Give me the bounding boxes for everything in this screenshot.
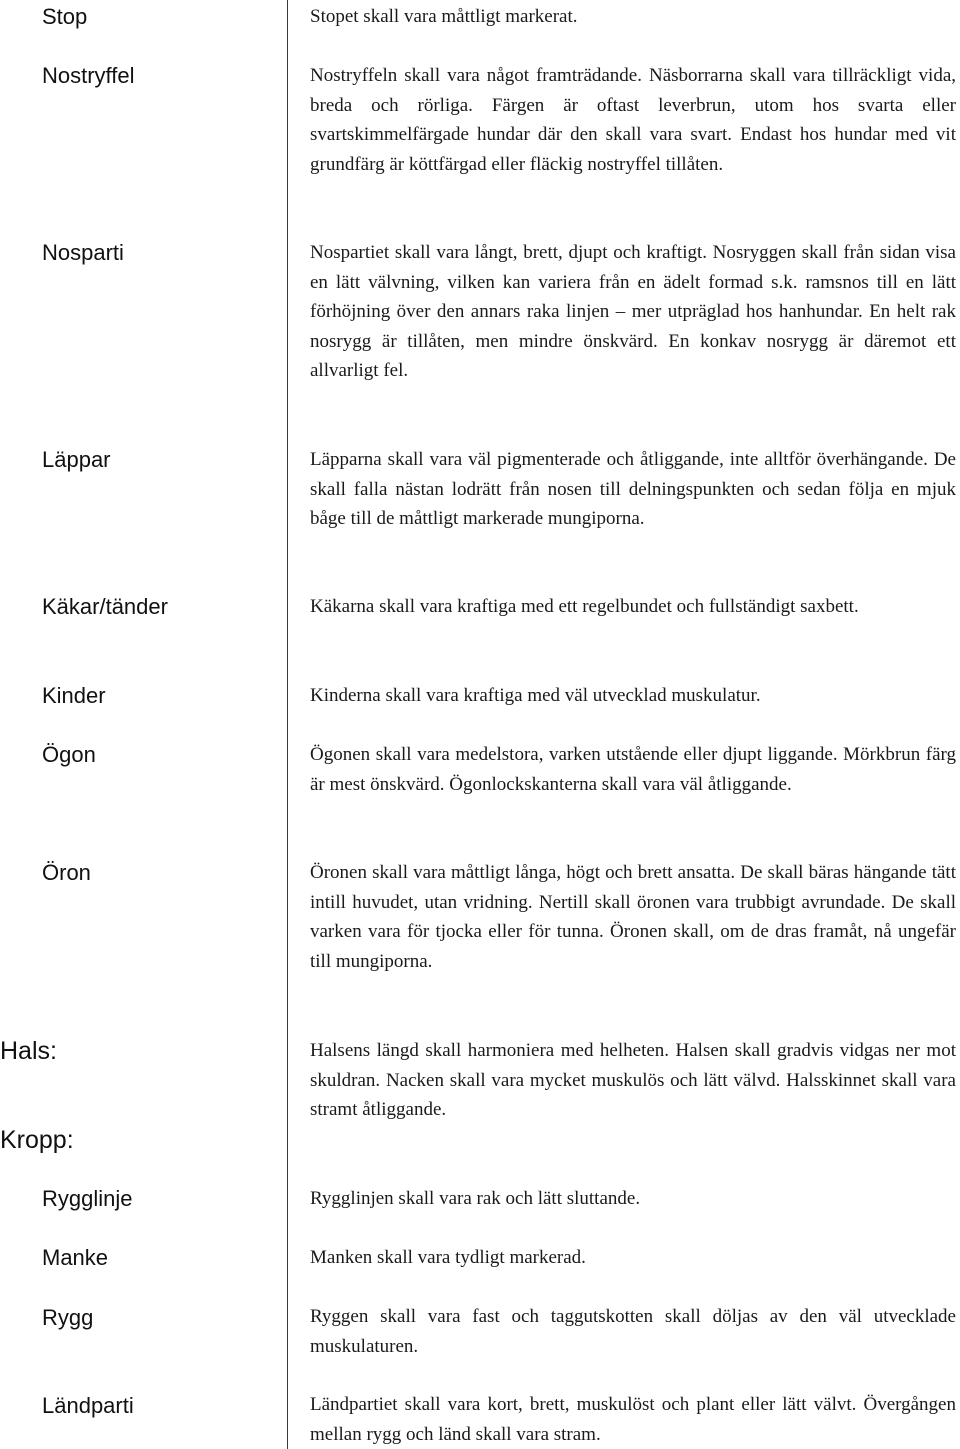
- definition-landparti: Ländpartiet skall vara kort, brett, muskulöst och plant eller lätt välvt. Övergången mellan rygg och länd skall vara stram.: [310, 1394, 956, 1445]
- definition-rygglinje: Rygglinjen skall vara rak och lätt sluttande.: [310, 1188, 641, 1209]
- term-nosparti: Nosparti: [42, 240, 124, 265]
- term-nostryffel: Nostryffel: [42, 63, 135, 88]
- term-manke: Manke: [42, 1245, 109, 1270]
- definition-manke: Manken skall vara tydligt markerad.: [310, 1247, 586, 1268]
- definition-nostryffel: Nostryffeln skall vara något framträdande. Näsborrarna skall vara tillräckligt vida, breda och rörliga. Färgen är oftast leverbrun, utom hos svarta eller svartskimmelfärgade hundar där den skall vara svart. Endast hos hundar med vit grundfärg är köttfärgad eller fläckig nostryffel tillåten.: [310, 65, 956, 175]
- term-oron: Öron: [42, 860, 91, 885]
- term-kropp: Kropp:: [0, 1126, 74, 1154]
- column-divider: [287, 0, 288, 1449]
- term-lappar: Läppar: [42, 447, 111, 472]
- definition-oron: Öronen skall vara måttligt långa, högt och brett ansatta. De skall bäras hängande tätt intill huvudet, utan vridning. Nertill skall öronen vara trubbigt avrundade. De skall varken vara för tjocka eller för tunna. Öronen skall, om de dras framåt, nå ungefär till mungiporna.: [310, 862, 956, 972]
- definition-nosparti: Nospartiet skall vara långt, brett, djupt och kraftigt. Nosryggen skall från sidan visa en lätt välvning, vilken kan variera från en ädelt formad s.k. ramsnos till en lätt förhöjning över den annars raka linjen – mer utpräglad hos hanhundar. En helt rak nosrygg är tillåten, men mindre önskvärd. En konkav nosrygg är däremot ett allvarligt fel.: [310, 242, 956, 381]
- term-landparti: Ländparti: [42, 1393, 134, 1418]
- term-stop: Stop: [42, 4, 88, 29]
- term-ogon: Ögon: [42, 742, 96, 767]
- term-kakar-tander: Käkar/tänder: [42, 594, 168, 619]
- definition-hals: Halsens längd skall harmoniera med helheten. Halsen skall gradvis vidgas ner mot skuldran. Nacken skall vara mycket muskulös och lätt välvd. Halsskinnet skall vara stramt åtliggande.: [310, 1040, 956, 1120]
- definition-stop: Stopet skall vara måttligt markerat.: [310, 6, 578, 27]
- term-hals: Hals:: [0, 1037, 57, 1065]
- term-rygglinje: Rygglinje: [42, 1186, 133, 1211]
- definition-kinder: Kinderna skall vara kraftiga med väl utvecklad muskulatur.: [310, 685, 761, 706]
- definition-ogon: Ögonen skall vara medelstora, varken utstående eller djupt liggande. Mörkbrun färg är mest önskvärd. Ögonlockskanterna skall vara väl åtliggande.: [310, 744, 956, 795]
- definition-rygg: Ryggen skall vara fast och taggutskotten skall döljas av den väl utvecklade muskulaturen.: [310, 1306, 956, 1357]
- definition-kakar-tander: Käkarna skall vara kraftiga med ett regelbundet och fullständigt saxbett.: [310, 596, 859, 617]
- term-rygg: Rygg: [42, 1305, 94, 1330]
- term-kinder: Kinder: [42, 683, 106, 708]
- definition-lappar: Läpparna skall vara väl pigmenterade och åtliggande, inte alltför överhängande. De skall falla nästan lodrätt från nosen till delningspunkten och sedan följa en mjuk båge till de måttligt markerade mungiporna.: [310, 449, 956, 529]
